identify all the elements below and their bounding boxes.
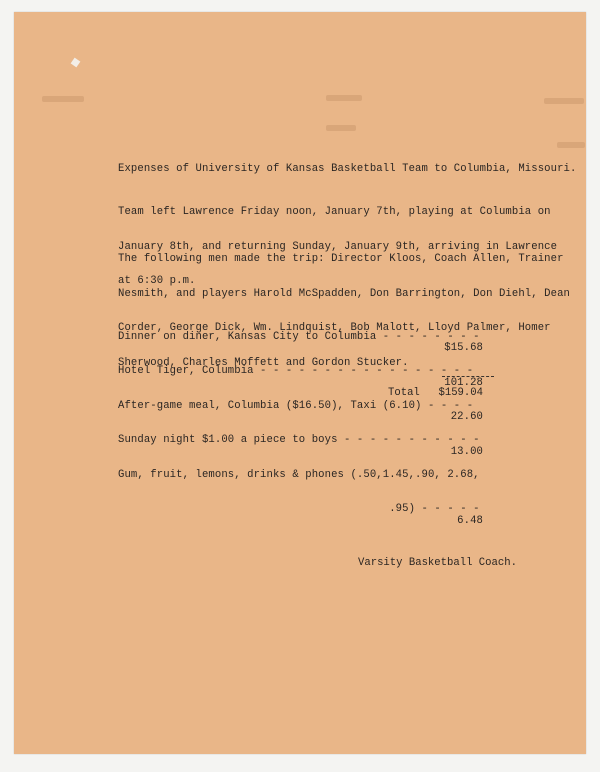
trip-paragraph-line: January 8th, and returning Sunday, January 9th, arriving in Lawrence bbox=[118, 240, 558, 253]
paper-tear-mark bbox=[71, 58, 81, 68]
expense-label: Sunday night $1.00 a piece to boys - - - - - - - - - - - bbox=[118, 434, 480, 446]
expense-amount: 13.00 bbox=[450, 445, 483, 458]
expense-row bbox=[118, 458, 483, 481]
expense-amount: $15.68 bbox=[444, 342, 483, 354]
paper-smudge bbox=[557, 142, 585, 148]
expense-row bbox=[118, 493, 483, 527]
expense-label: .95) - - - - - bbox=[118, 503, 480, 515]
expense-row bbox=[118, 320, 483, 354]
trip-paragraph-line: at 6:30 p.m. bbox=[118, 275, 196, 287]
total-row bbox=[388, 387, 483, 399]
roster-paragraph-line: The following men made the trip: Director Kloos, Coach Allen, Trainer bbox=[118, 253, 564, 265]
paper-smudge bbox=[544, 98, 584, 104]
total-amount: $159.04 bbox=[438, 387, 483, 399]
expense-label: Hotel Tiger, Columbia - - - - - - - - - - - - - - - - - bbox=[118, 365, 474, 377]
expense-list bbox=[118, 297, 483, 527]
total-label: Total bbox=[388, 387, 420, 399]
roster-paragraph-line: Sherwood, Charles Moffett and Gordon Stucker. bbox=[118, 356, 409, 369]
paper-smudge bbox=[326, 125, 356, 131]
expense-row bbox=[118, 355, 483, 389]
roster-paragraph-line: Corder, George Dick, Wm. Lindquist, Bob Malott, Lloyd Palmer, Homer bbox=[118, 322, 551, 334]
expense-label: Gum, fruit, lemons, drinks & phones (.50,1.45,.90, 2.68, bbox=[118, 468, 480, 481]
document-title: Expenses of University of Kansas Basketball Team to Columbia, Missouri. bbox=[118, 163, 577, 175]
document-page bbox=[14, 12, 586, 754]
signature-line: Varsity Basketball Coach. bbox=[358, 557, 517, 569]
roster-paragraph-line: Nesmith, and players Harold McSpadden, Don Barrington, Don Diehl, Dean bbox=[118, 287, 571, 300]
paper-smudge bbox=[42, 96, 84, 102]
expense-amount: 22.60 bbox=[450, 411, 483, 423]
expense-row bbox=[118, 424, 483, 458]
total-divider bbox=[442, 376, 494, 377]
expense-amount: 101.28 bbox=[444, 376, 483, 389]
expense-label: After-game meal, Columbia ($16.50), Taxi (6.10) - - - - bbox=[118, 399, 474, 412]
paper-smudge bbox=[326, 95, 362, 101]
expense-amount: 6.48 bbox=[457, 514, 483, 527]
trip-paragraph-line: Team left Lawrence Friday noon, January 7th, playing at Columbia on bbox=[118, 206, 551, 218]
expense-label: Dinner on diner, Kansas City to Columbia - - - - - - - - bbox=[118, 330, 480, 343]
